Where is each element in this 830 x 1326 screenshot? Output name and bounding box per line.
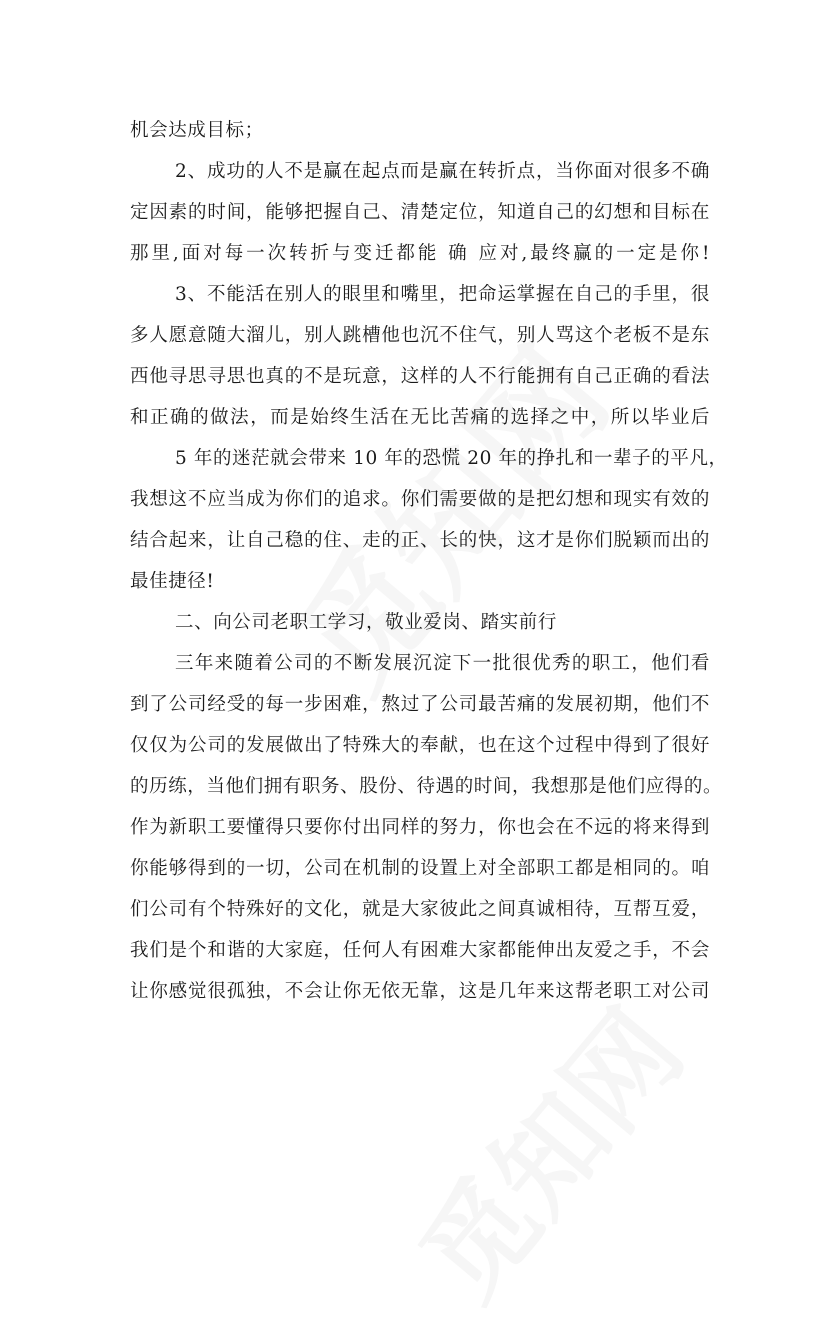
section-heading: 二、向公司老职工学习，敬业爱岗、踏实前行: [175, 612, 558, 633]
paragraph-line: 我们是个和谐的大家庭，任何人有困难大家都能伸出友爱之手，不会: [130, 940, 710, 961]
paragraph-line: 让你感觉很孤独，不会让你无依无靠，这是几年来这帮老职工对公司: [130, 981, 710, 1002]
watermark-lower: [378, 972, 711, 1326]
paragraph-line: 那里,面对每一次转折与变迁都能 确 应对,最终赢的一定是你!: [130, 243, 710, 264]
paragraph-line: 我想这不应当成为你们的追求。你们需要做的是把幻想和现实有效的: [130, 489, 710, 510]
paragraph-line: 和正确的做法，而是始终生活在无比苦痛的选择之中，所以毕业后: [130, 407, 710, 428]
paragraph-line: 定因素的时间，能够把握自己、清楚定位，知道自己的幻想和目标在: [130, 202, 710, 223]
paragraph-line: 西他寻思寻思也真的不是玩意，这样的人不行能拥有自己正确的看法: [130, 366, 710, 387]
paragraph-line: 5 年的迷茫就会带来 10 年的恐慌 20 年的挣扎和一辈子的平凡，: [175, 448, 728, 469]
paragraph-line: 到了公司经受的每一步困难，熬过了公司最苦痛的发展初期，他们不: [130, 694, 710, 715]
paragraph-line: 们公司有个特殊好的文化，就是大家彼此之间真诚相待，互帮互爱，: [130, 899, 710, 920]
paragraph-line: 三年来随着公司的不断发展沉淀下一批很优秀的职工，他们看: [175, 653, 710, 674]
paragraph-line: 的历练，当他们拥有职务、股份、待遇的时间，我想那是他们应得的。: [130, 776, 723, 797]
paragraph-line: 3、不能活在别人的眼里和嘴里，把命运掌握在自己的手里，很: [175, 284, 710, 305]
paragraph-line: 机会达成目标；: [130, 120, 264, 141]
paragraph-line: 结合起来，让自己稳的住、走的正、长的快，这才是你们脱颖而出的: [130, 530, 710, 551]
paragraph-line: 2、成功的人不是赢在起点而是赢在转折点，当你面对很多不确: [175, 161, 710, 182]
paragraph-line: 你能够得到的一切，公司在机制的设置上对全部职工都是相同的。咱: [130, 858, 710, 879]
document-body: [130, 110, 728, 1012]
paragraph-line: 多人愿意随大溜儿，别人跳槽他也沉不住气，别人骂这个老板不是东: [130, 325, 710, 346]
paragraph-line: 作为新职工要懂得只要你付出同样的努力，你也会在不远的将来得到: [130, 817, 710, 838]
paragraph-line: 仅仅为公司的发展做出了特殊大的奉献，也在这个过程中得到了很好: [130, 735, 710, 756]
paragraph-line: 最佳捷径!: [130, 571, 215, 592]
